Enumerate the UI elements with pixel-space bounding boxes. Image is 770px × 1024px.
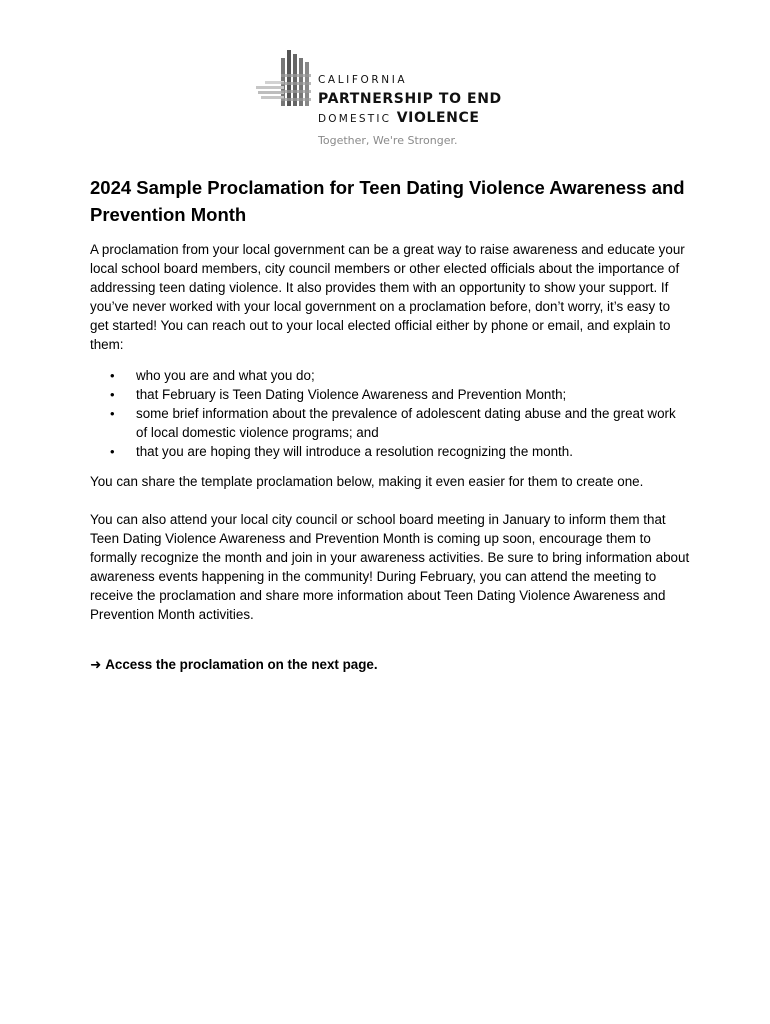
document-title: 2024 Sample Proclamation for Teen Dating Violence Awareness and Prevention Month	[90, 177, 685, 225]
bullet-icon: •	[110, 444, 115, 459]
logo-mark-icon	[256, 48, 318, 110]
next-page-callout-text: Access the proclamation on the next page.	[105, 657, 378, 672]
bullet-icon: •	[110, 406, 115, 421]
bullet-icon: •	[110, 368, 115, 383]
list-item-text: some brief information about the prevalence of adolescent dating abuse and the great work of local domestic violence programs; and	[136, 406, 676, 440]
share-paragraph: You can share the template proclamation below, making it even easier for them to create one.	[90, 474, 644, 489]
logo-text-domestic: DOMESTIC	[318, 113, 392, 125]
list-item	[90, 385, 690, 404]
list-item	[90, 442, 690, 461]
list-item-text: that you are hoping they will introduce a resolution recognizing the month.	[136, 444, 573, 459]
list-item	[90, 404, 690, 442]
logo-text-partnership: PARTNERSHIP TO END	[318, 91, 502, 107]
arrow-right-icon: ➜	[90, 658, 102, 673]
logo-text-violence: VIOLENCE	[396, 110, 480, 126]
logo-text-domestic-violence	[318, 110, 480, 126]
intro-paragraph: A proclamation from your local government can be a great way to raise awareness and educate your local school board members, city council members or other elected officials about the importance of addressing teen dating violence. It also provides them with an opportunity to show your support. If you’ve never worked with your local government on a proclamation before, don’t worry, it’s easy to get started! You can reach out to your local elected official either by phone or email, and explain to them:	[90, 242, 685, 352]
attend-paragraph: You can also attend your local city council or school board meeting in January to inform them that Teen Dating Violence Awareness and Prevention Month is coming up soon, encourage them to formally recognize the month and join in your awareness activities. Be sure to bring information about awareness events happening in the community! During February, you can attend the meeting to receive the proclamation and share more information about Teen Dating Violence Awareness and Prevention Month activities.	[90, 512, 690, 622]
next-page-callout	[90, 655, 378, 675]
logo-tagline: Together, We're Stronger.	[318, 134, 458, 147]
list-item-text: who you are and what you do;	[136, 368, 315, 383]
logo-text-california: CALIFORNIA	[318, 74, 408, 86]
list-item-text: that February is Teen Dating Violence Awareness and Prevention Month;	[136, 387, 567, 402]
organization-logo	[256, 48, 526, 152]
list-item	[90, 366, 690, 385]
bullet-icon: •	[110, 387, 115, 402]
talking-points-list	[90, 366, 690, 461]
